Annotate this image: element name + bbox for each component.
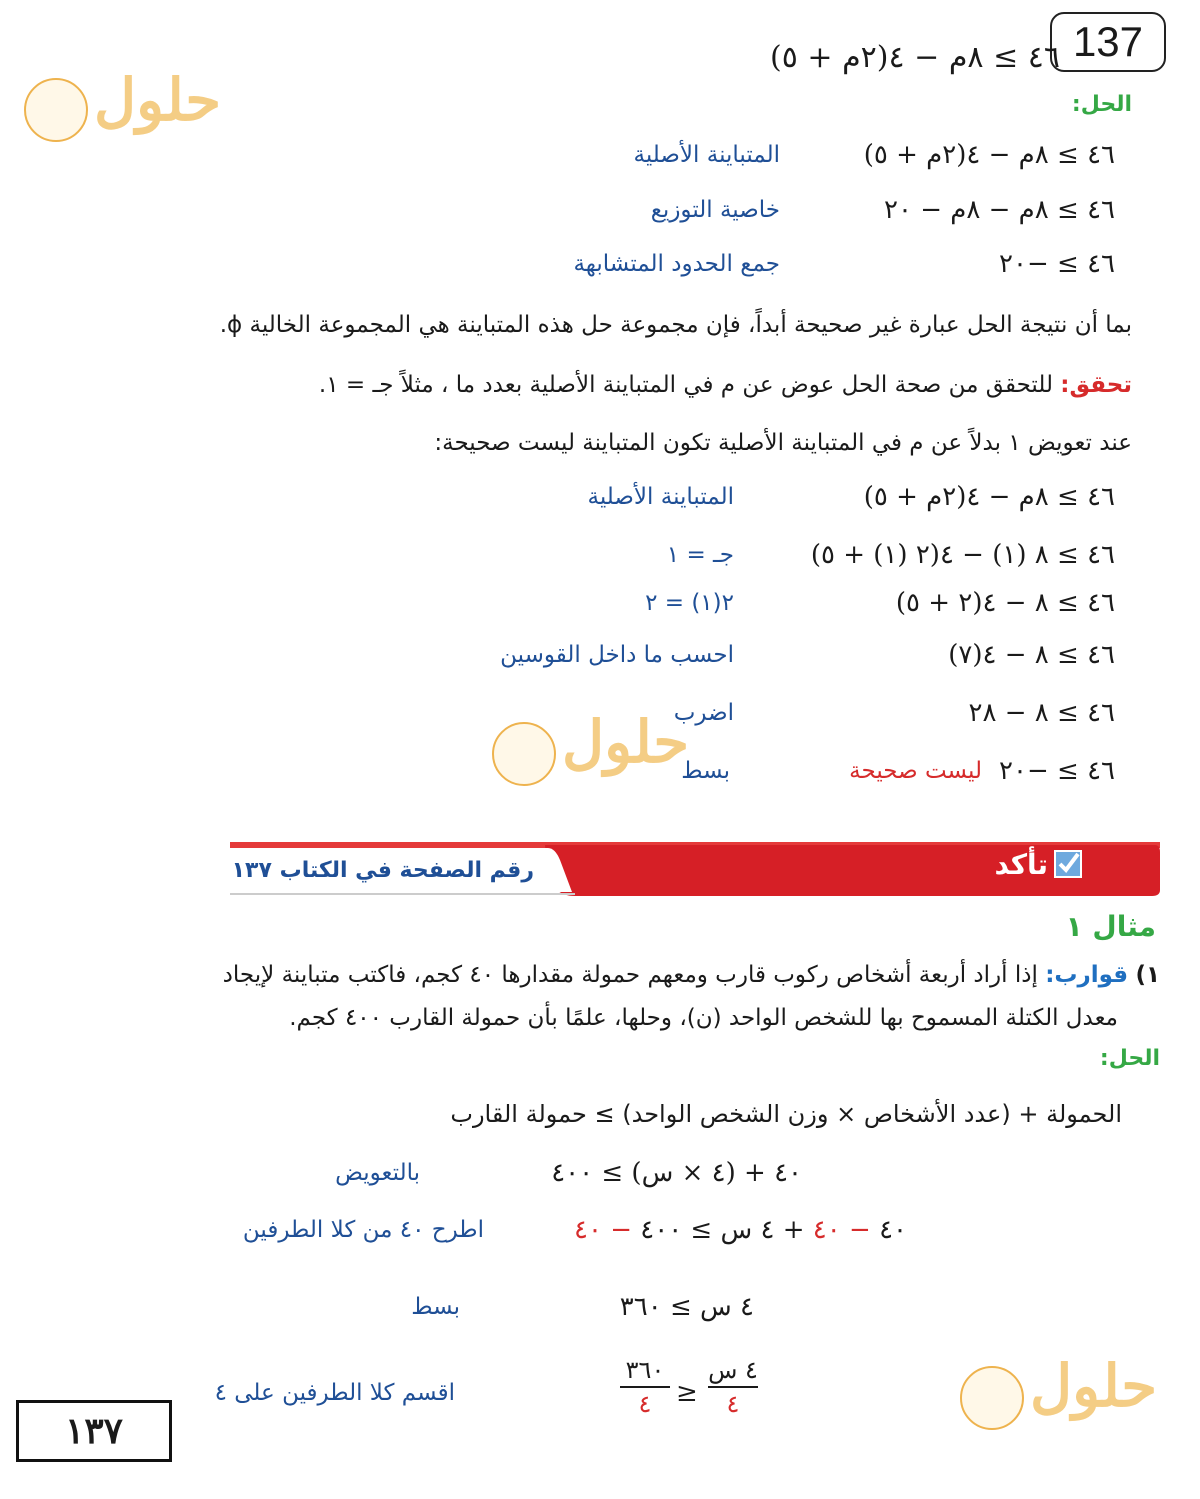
step-c-2-c: ٤٠ bbox=[812, 1215, 841, 1245]
question-number: ١) bbox=[1135, 962, 1160, 988]
step-a-2-expr: ٤٦ ≥ ٨م − ٨م − ٢٠ bbox=[884, 195, 1115, 225]
step-b-2-note: جـ = ١ bbox=[666, 542, 734, 568]
step-b-1-note: المتباينة الأصلية bbox=[587, 484, 734, 510]
checkbox-icon bbox=[1054, 850, 1082, 878]
fraction-right-den: ٤ bbox=[638, 1390, 652, 1418]
step-c-2-f: ٤٠ bbox=[574, 1215, 602, 1245]
step-a-1-expr: ٤٦ ≥ ٨م − ٤(٢م + ٥) bbox=[863, 140, 1115, 170]
word-equation: الحمولة + (عدد الأشخاص × وزن الشخص الواحد) ≥ حمولة القارب bbox=[450, 1100, 1122, 1128]
problem-line: ٤٦ ≥ ٨م − ٤(٢م + ٥) bbox=[770, 40, 1060, 75]
watermark-text: حلول bbox=[94, 66, 222, 134]
step-c-1-expr: ٤٠ + (٤ × س) ≥ ٤٠٠ bbox=[551, 1158, 802, 1188]
watermark-logo-bottom bbox=[960, 1352, 1170, 1432]
not-true-label: ليست صحيحة bbox=[849, 758, 982, 784]
step-b-2-expr: ٤٦ ≥ ٨ (١) − ٤(٢ (١) + ٥) bbox=[810, 540, 1115, 570]
question-text-1: إذا أراد أربعة أشخاص ركوب قارب ومعهم حمولة مقدارها ٤٠ كجم، فاكتب متباينة لإيجاد bbox=[222, 962, 1038, 988]
check-label: تحقق: bbox=[1060, 372, 1132, 398]
watermark-circle-icon bbox=[960, 1366, 1024, 1430]
step-a-3-note: جمع الحدود المتشابهة bbox=[573, 251, 780, 277]
example-title: مثال ١ bbox=[1065, 910, 1156, 943]
question-label: قوارب: bbox=[1045, 962, 1129, 988]
watermark-logo-top bbox=[24, 66, 234, 146]
step-c-1-note: بالتعويض bbox=[335, 1160, 420, 1186]
watermark-text: حلول bbox=[562, 708, 690, 776]
step-c-2-e: − bbox=[610, 1215, 632, 1245]
check-text: للتحقق من صحة الحل عوض عن م في المتباينة الأصلية بعدد ما ، مثلاً جـ = ١. bbox=[318, 372, 1053, 398]
step-b-1-expr: ٤٦ ≥ ٨م − ٤(٢م + ٥) bbox=[863, 482, 1115, 512]
step-c-3-expr: ٤ س ≥ ٣٦٠ bbox=[619, 1292, 754, 1322]
page-number-text: 137 bbox=[1072, 18, 1144, 65]
step-b-5-expr: ٤٦ ≥ ٨ − ٢٨ bbox=[968, 698, 1115, 728]
fraction-right-bar bbox=[620, 1386, 670, 1388]
watermark-circle-icon bbox=[492, 722, 556, 786]
fraction-left bbox=[708, 1356, 758, 1418]
page-number-box bbox=[16, 1400, 172, 1462]
solution-label-2: الحل: bbox=[1099, 1046, 1160, 1071]
step-b-4-expr: ٤٦ ≥ ٨ − ٤(٧) bbox=[948, 640, 1115, 670]
step-b-3-expr: ٤٦ ≥ ٨ − ٤(٢ + ٥) bbox=[895, 588, 1115, 618]
substitution-text: عند تعويض ١ بدلاً عن م في المتباينة الأصلية تكون المتباينة ليست صحيحة: bbox=[434, 430, 1132, 456]
watermark-circle-icon bbox=[24, 78, 88, 142]
step-c-2-b: − bbox=[849, 1215, 871, 1245]
fraction-right-num: ٣٦٠ bbox=[625, 1356, 665, 1384]
fraction-inequality-sign: ≥ bbox=[676, 1378, 698, 1408]
step-c-2-d: + ٤ س ≥ ٤٠٠ bbox=[640, 1215, 805, 1245]
step-a-1-note: المتباينة الأصلية bbox=[633, 142, 780, 168]
fraction-right bbox=[620, 1356, 670, 1418]
step-b-3-note: ٢(١) = ٢ bbox=[645, 590, 734, 616]
step-a-2-note: خاصية التوزيع bbox=[650, 197, 780, 223]
solution-label: الحل: bbox=[1071, 92, 1132, 117]
step-b-5-note: اضرب bbox=[673, 700, 734, 726]
page-number-box-text: ١٣٧ bbox=[64, 1410, 123, 1452]
step-c-2-note: اطرح ٤٠ من كلا الطرفين bbox=[242, 1217, 484, 1243]
question-text-2: معدل الكتلة المسموح بها للشخص الواحد (ن)، وحلها، علمًا بأن حمولة القارب ٤٠٠ كجم. bbox=[289, 1005, 1118, 1031]
check-mark-icon bbox=[1056, 852, 1080, 876]
banner-title: تأكد bbox=[994, 848, 1048, 881]
check-line bbox=[319, 372, 1132, 398]
step-a-3-expr: ٤٦ ≥ −٢٠ bbox=[999, 249, 1115, 279]
conclusion-text: بما أن نتيجة الحل عبارة غير صحيحة أبداً، فإن مجموعة حل هذه المتباينة هي المجموعة الخالية ϕ. bbox=[219, 312, 1132, 338]
step-c-2-a: ٤٠ bbox=[879, 1215, 907, 1245]
step-b-6-expr: ٤٦ ≥ −٢٠ bbox=[999, 756, 1115, 786]
watermark-text: حلول bbox=[1030, 1352, 1158, 1420]
watermark-logo-mid bbox=[492, 708, 702, 788]
page-number-badge bbox=[1050, 12, 1166, 72]
step-c-3-note: بسط bbox=[411, 1294, 460, 1320]
step-b-6-note: بسط bbox=[681, 758, 730, 784]
step-c-2-expr bbox=[574, 1215, 907, 1245]
question-line-1 bbox=[223, 962, 1160, 988]
step-c-4-note: اقسم كلا الطرفين على ٤ bbox=[214, 1380, 455, 1406]
fraction-left-bar bbox=[708, 1386, 758, 1388]
fraction-left-den: ٤ bbox=[726, 1390, 740, 1418]
banner-ref: رقم الصفحة في الكتاب ١٣٧ bbox=[231, 858, 534, 883]
fraction-left-num: ٤ س bbox=[708, 1356, 758, 1384]
step-b-4-note: احسب ما داخل القوسين bbox=[500, 642, 734, 668]
